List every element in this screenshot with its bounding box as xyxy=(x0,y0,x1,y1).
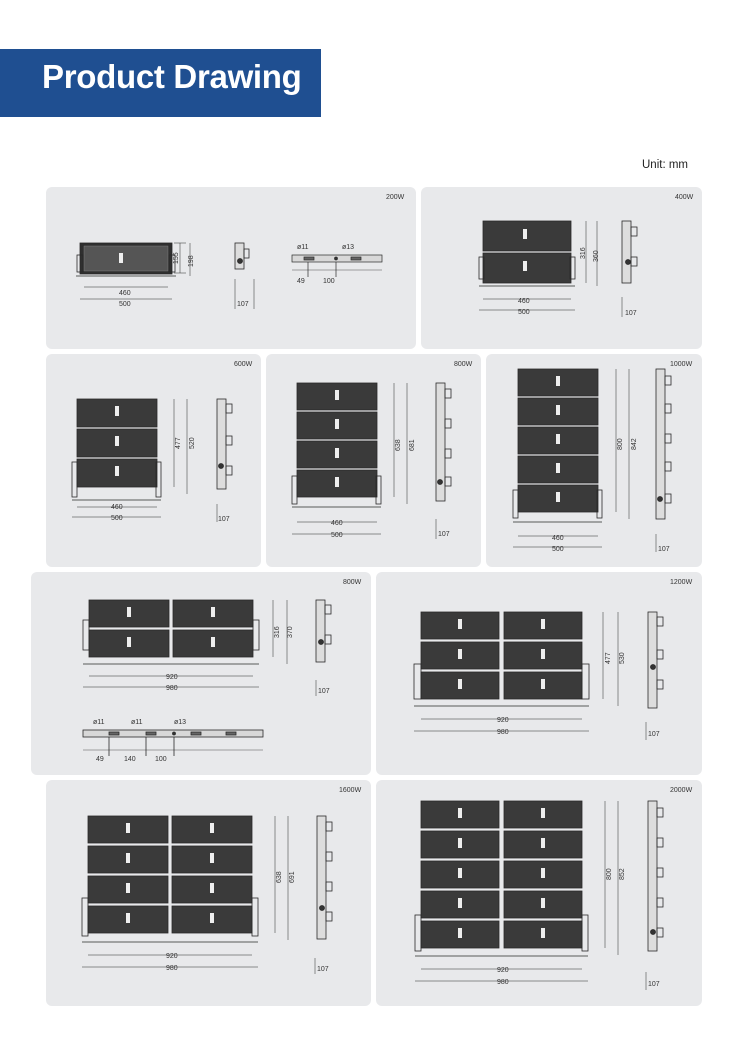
dim-h-inner: 477 xyxy=(175,437,182,449)
drawing-800w-double xyxy=(31,572,371,775)
dim-h-inner: 800 xyxy=(617,438,624,450)
dim-w-inner: 920 xyxy=(166,674,178,681)
dim-h-inner: 155 xyxy=(173,252,180,264)
dim-h-inner: 477 xyxy=(605,652,612,664)
panel-1200w xyxy=(376,572,702,775)
wattage-label: 200W xyxy=(386,194,405,201)
hole-c: ø13 xyxy=(174,719,187,726)
dim-h-inner: 800 xyxy=(606,868,613,880)
dim-h-outer: 520 xyxy=(189,437,196,449)
dim-h-outer: 852 xyxy=(619,868,626,880)
dim-h-outer: 370 xyxy=(287,626,294,638)
hole-b: ø13 xyxy=(342,244,355,251)
wattage-label: 2000W xyxy=(670,787,693,794)
hole-b: ø11 xyxy=(131,719,143,726)
wattage-label: 1000W xyxy=(670,361,693,368)
dim-h-inner: 638 xyxy=(276,871,283,883)
dim-h-inner: 316 xyxy=(274,626,281,638)
panel-2000w xyxy=(376,780,702,1006)
dim-w-outer: 980 xyxy=(497,979,509,986)
offset-c: 100 xyxy=(155,756,167,763)
drawing-200w xyxy=(46,187,416,349)
front-view xyxy=(76,243,190,299)
dim-side: 107 xyxy=(237,301,249,308)
dim-w-outer: 980 xyxy=(166,685,178,692)
dim-side: 107 xyxy=(648,981,660,988)
drawing-1000w xyxy=(486,354,702,567)
drawing-2000w xyxy=(376,780,702,1006)
dim-h-outer: 691 xyxy=(289,871,296,883)
dim-h-outer: 360 xyxy=(593,250,600,262)
panel-400w xyxy=(421,187,702,349)
dim-w-inner: 920 xyxy=(166,953,178,960)
wattage-label: 400W xyxy=(675,194,694,201)
dim-h-outer: 198 xyxy=(188,255,195,267)
dim-w-outer: 500 xyxy=(119,301,131,308)
dim-w-inner: 460 xyxy=(111,504,123,511)
wattage-label: 800W xyxy=(343,579,362,586)
dim-w-inner: 460 xyxy=(331,520,343,527)
drawing-600w xyxy=(46,354,261,567)
dim-w-outer: 500 xyxy=(331,532,343,539)
offset-b: 100 xyxy=(323,278,335,285)
page-title: Product Drawing xyxy=(42,58,302,95)
dim-w-outer: 980 xyxy=(166,965,178,972)
dim-h-inner: 638 xyxy=(395,439,402,451)
hole-a: ø11 xyxy=(93,719,105,726)
wattage-label: 1200W xyxy=(670,579,693,586)
dim-h-outer: 842 xyxy=(631,438,638,450)
dim-side: 107 xyxy=(438,531,450,538)
panel-800w-single xyxy=(266,354,481,567)
wattage-label: 600W xyxy=(234,361,253,368)
bracket-view xyxy=(292,255,382,277)
dim-w-inner: 460 xyxy=(518,298,530,305)
dim-side: 107 xyxy=(317,966,329,973)
offset-a: 49 xyxy=(96,756,104,763)
panel-800w-double xyxy=(31,572,371,775)
dim-h-outer: 681 xyxy=(409,439,416,451)
wattage-label: 800W xyxy=(454,361,473,368)
offset-b: 140 xyxy=(124,756,136,763)
panel-1600w xyxy=(46,780,371,1006)
drawing-400w xyxy=(421,187,702,349)
side-view xyxy=(235,243,254,309)
drawing-1600w xyxy=(46,780,371,1006)
hole-a: ø11 xyxy=(297,244,309,251)
dim-w-outer: 500 xyxy=(111,515,123,522)
wattage-label: 1600W xyxy=(339,787,362,794)
dim-side: 107 xyxy=(318,688,330,695)
dim-w-outer: 500 xyxy=(552,546,564,553)
drawing-800w-single xyxy=(266,354,481,567)
dim-w-inner: 460 xyxy=(119,290,131,297)
dim-w-inner: 460 xyxy=(552,535,564,542)
drawing-1200w xyxy=(376,572,702,775)
dim-side: 107 xyxy=(648,731,660,738)
dim-side: 107 xyxy=(658,546,670,553)
dim-side: 107 xyxy=(625,310,637,317)
panel-600w xyxy=(46,354,261,567)
dim-w-inner: 920 xyxy=(497,967,509,974)
panel-1000w xyxy=(486,354,702,567)
unit-label: Unit: mm xyxy=(642,159,688,171)
panel-200w xyxy=(46,187,416,349)
dim-w-outer: 980 xyxy=(497,729,509,736)
dim-h-outer: 530 xyxy=(619,652,626,664)
dim-h-inner: 316 xyxy=(580,247,587,259)
dim-w-inner: 920 xyxy=(497,717,509,724)
dim-w-outer: 500 xyxy=(518,309,530,316)
offset-a: 49 xyxy=(297,278,305,285)
dim-side: 107 xyxy=(218,516,230,523)
